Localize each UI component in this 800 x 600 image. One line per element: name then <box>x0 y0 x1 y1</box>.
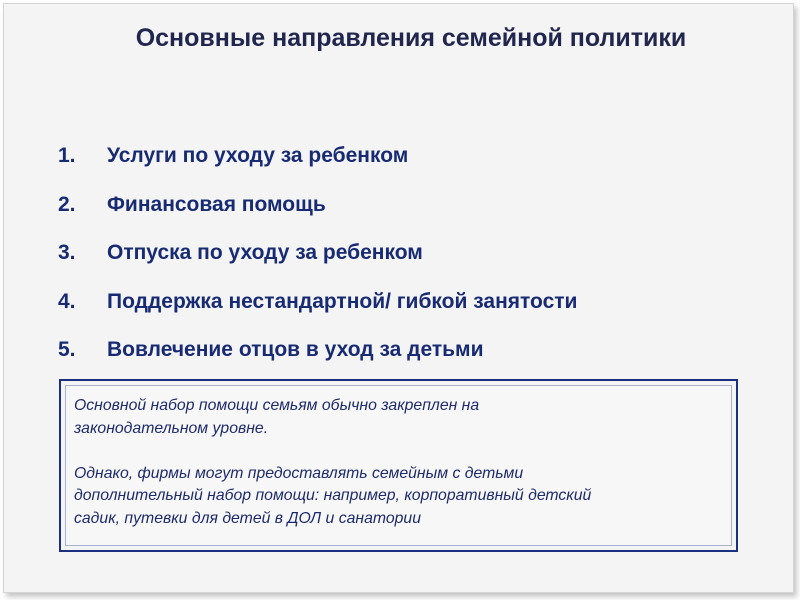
note-paragraph <box>74 395 731 440</box>
note-box <box>59 379 738 552</box>
list-item-text: Поддержка нестандартной/ гибкой занятости <box>107 289 578 313</box>
list-item <box>58 181 577 230</box>
list-item-number: 4. <box>58 289 76 313</box>
list-item <box>58 132 577 181</box>
list-item-text: Финансовая помощь <box>107 192 326 216</box>
note-paragraph <box>74 463 731 531</box>
note-line: садик, путевки для детей в ДОЛ и санатории <box>74 509 421 527</box>
list-item-number: 3. <box>58 241 76 265</box>
list-item-text: Услуги по уходу за ребенком <box>107 144 409 168</box>
policy-directions-list <box>58 132 577 375</box>
list-item <box>58 278 577 327</box>
list-item-number: 5. <box>58 338 76 362</box>
note-line: Однако, фирмы могут предоставлять семейным с детьми <box>74 464 524 482</box>
list-item <box>58 229 577 278</box>
note-content <box>65 385 732 546</box>
note-line: Основной набор помощи семьям обычно закреплен на <box>74 397 480 414</box>
list-item-number: 1. <box>58 144 76 168</box>
list-item-number: 2. <box>58 192 76 216</box>
slide-title: Основные направления семейной политики <box>135 24 687 52</box>
note-line: законодательном уровне. <box>74 419 269 437</box>
list-item-text: Вовлечение отцов в уход за детьми <box>107 338 484 362</box>
slide <box>3 3 794 593</box>
list-item <box>58 326 577 375</box>
note-line: дополнительный набор помощи: например, корпоративный детский <box>74 487 592 504</box>
list-item-text: Отпуска по уходу за ребенком <box>107 241 423 265</box>
